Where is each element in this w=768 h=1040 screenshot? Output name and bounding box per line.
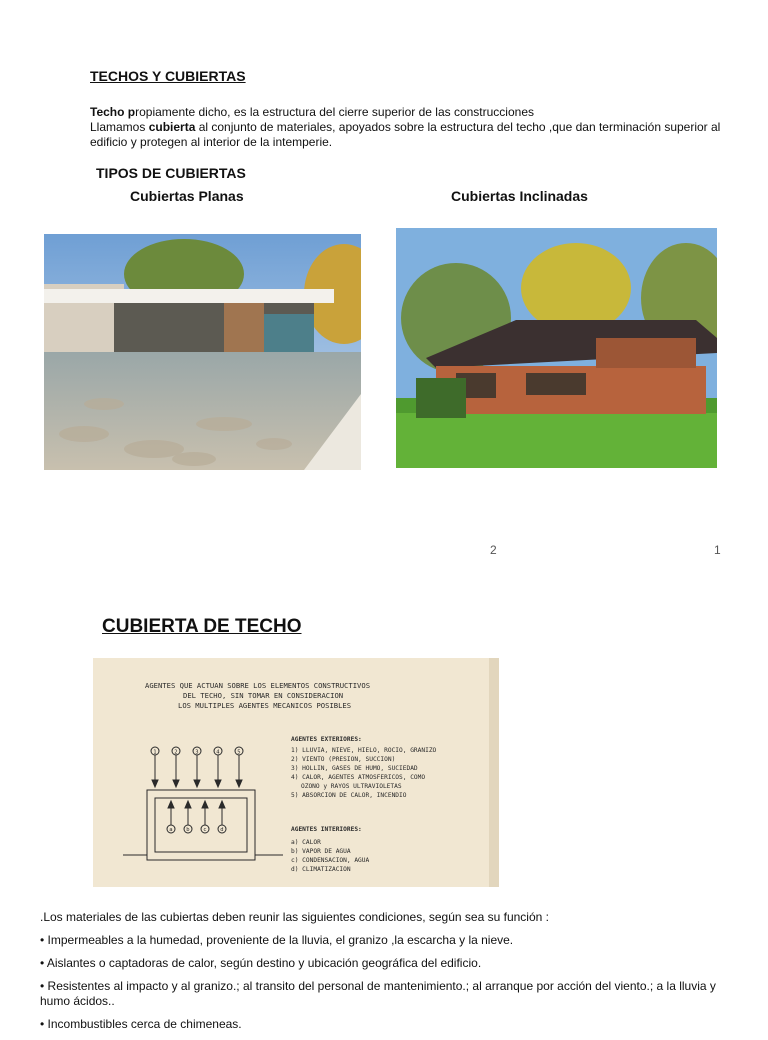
page-heading: TECHOS Y CUBIERTAS [90, 68, 246, 84]
interior-agent-marker [201, 801, 209, 833]
tipos-heading: TIPOS DE CUBIERTAS [96, 165, 246, 181]
pitched-roof-photo [396, 228, 717, 468]
exterior-agent-1: 1) LLUVIA, NIEVE, HIELO, ROCIO, GRANIZO [291, 747, 437, 754]
exterior-agent-marker [235, 747, 243, 787]
agents-diagram [93, 658, 499, 887]
intro-paragraph [90, 105, 730, 150]
svg-text:1: 1 [153, 749, 157, 756]
exterior-agent-5: 5) ABSORCION DE CALOR, INCENDIO [291, 792, 407, 799]
condition-item: • Incombustibles cerca de chimeneas. [40, 1017, 242, 1031]
svg-text:c: c [203, 827, 207, 834]
exterior-agent-3: 3) HOLLIN, GASES DE HUMO, SUCIEDAD [291, 765, 418, 772]
interiores-title: AGENTES INTERIORES: [291, 826, 362, 833]
page-mark-1: 1 [714, 543, 721, 557]
conditions-list [40, 910, 730, 1040]
inclinadas-label: Cubiertas Inclinadas [451, 188, 588, 204]
svg-text:2: 2 [174, 749, 178, 756]
exterior-agent-2: 2) VIENTO (PRESION, SUCCION) [291, 756, 396, 763]
svg-text:a: a [169, 827, 173, 834]
svg-text:d: d [220, 827, 224, 834]
flat-roof-photo [44, 234, 361, 470]
interior-agent-c: c) CONDENSACION, AGUA [291, 857, 370, 864]
interior-agent-marker [218, 801, 226, 833]
exterior-agent-marker [172, 747, 180, 787]
diagram-heading-3: LOS MULTIPLES AGENTES MECANICOS POSIBLES [178, 701, 352, 710]
techo-definition: Techo propiamente dicho, es la estructura del cierre superior de las construcciones [90, 105, 534, 119]
interior-agent-d: d) CLIMATIZACION [291, 866, 351, 873]
page-mark-2: 2 [490, 543, 497, 557]
condition-item: • Aislantes o captadoras de calor, según destino y ubicación geográfica del edificio. [40, 956, 482, 970]
section-title: CUBIERTA DE TECHO [102, 616, 302, 637]
interior-agent-b: b) VAPOR DE AGUA [291, 848, 351, 855]
svg-text:b: b [186, 827, 190, 834]
diagram-heading-1: AGENTES QUE ACTUAN SOBRE LOS ELEMENTOS CONSTRUCTIVOS [145, 681, 371, 690]
exterior-agent-marker [214, 747, 222, 787]
svg-text:3: 3 [195, 749, 199, 756]
cubierta-definition: Llamamos cubierta al conjunto de materiales, apoyados sobre la estructura del techo ,que dan terminación superior al edificio y protegen al interior de la intemperie. [90, 120, 721, 149]
interior-agent-marker [184, 801, 192, 833]
condition-item: • Impermeables a la humedad, proveniente de la lluvia, el granizo ,la escarcha y la nieve. [40, 933, 514, 947]
interior-agent-a: a) CALOR [291, 839, 321, 846]
svg-text:5: 5 [237, 749, 241, 756]
interior-agent-marker [167, 801, 175, 833]
condition-item: • Resistentes al impacto y al granizo.; al transito del personal de mantenimiento.; al arranque por acción del viento.; a la lluvia y humo ácidos.. [40, 979, 716, 1008]
exteriores-title: AGENTES EXTERIORES: [291, 736, 362, 743]
conditions-intro: .Los materiales de las cubiertas deben reunir las siguientes condiciones, según sea su función : [40, 910, 549, 924]
planas-label: Cubiertas Planas [130, 188, 244, 204]
exterior-agent-4: 4) CALOR, AGENTES ATMOSFERICOS, COMO [291, 774, 426, 781]
exterior-agent-4-cont: OZONO y RAYOS ULTRAVIOLETAS [301, 783, 402, 790]
diagram-heading-2: DEL TECHO, SIN TOMAR EN CONSIDERACION [183, 691, 344, 700]
exterior-agent-marker [193, 747, 201, 787]
svg-text:4: 4 [216, 749, 220, 756]
exterior-agent-marker [151, 747, 159, 787]
